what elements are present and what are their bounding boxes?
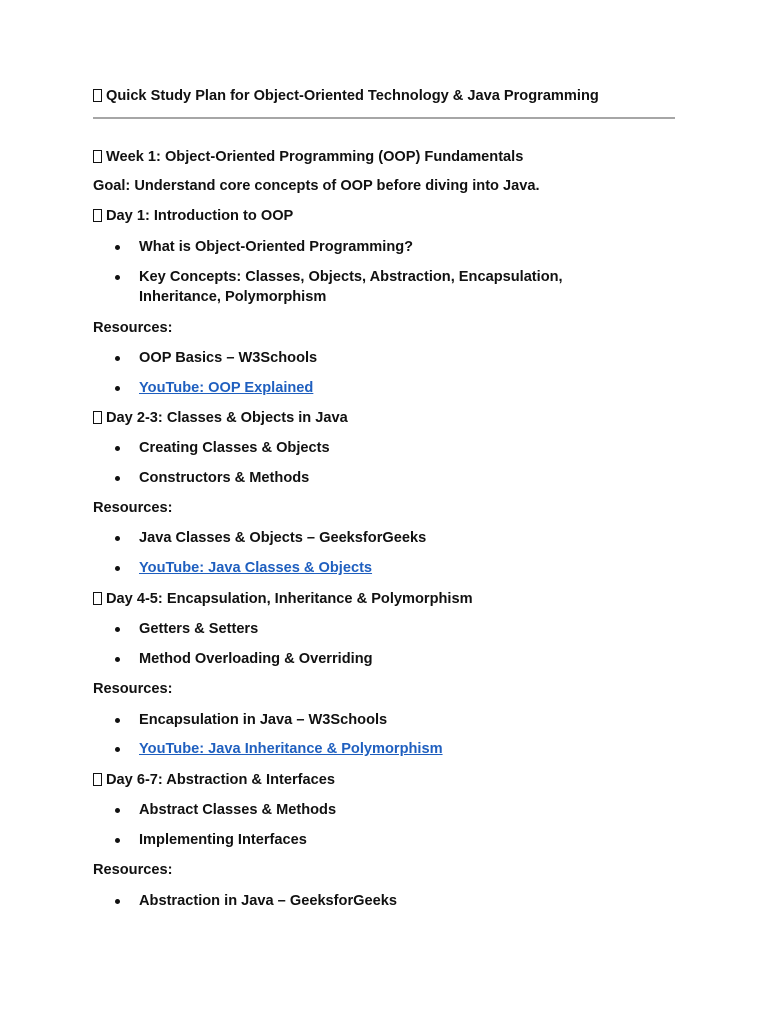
week1-heading-text: Week 1: Object-Oriented Programming (OOP) Fundamentals	[106, 149, 524, 165]
youtube-link[interactable]: YouTube: Java Classes & Objects	[139, 560, 373, 576]
resource-item: Java Classes & Objects – GeeksforGeeks	[139, 528, 619, 548]
resource-item: Abstraction in Java – GeeksforGeeks	[139, 891, 619, 911]
missing-glyph-icon	[93, 411, 102, 424]
day4-5-heading	[93, 589, 473, 609]
youtube-link[interactable]: YouTube: OOP Explained	[139, 380, 314, 396]
day2-3-heading	[93, 408, 348, 428]
day1-heading-text: Day 1: Introduction to OOP	[106, 208, 294, 224]
horizontal-rule	[93, 117, 675, 119]
week1-heading	[93, 147, 523, 167]
resource-link-item	[139, 558, 619, 578]
list-item: Key Concepts: Classes, Objects, Abstraction, Encapsulation, Inheritance, Polymorphism	[139, 267, 619, 307]
resource-item: Encapsulation in Java – W3Schools	[139, 710, 619, 730]
document-title	[93, 86, 599, 106]
list-item: Constructors & Methods	[139, 468, 619, 488]
missing-glyph-icon	[93, 89, 102, 102]
missing-glyph-icon	[93, 150, 102, 163]
week1-goal: Goal: Understand core concepts of OOP before diving into Java.	[93, 178, 540, 194]
list-item: Creating Classes & Objects	[139, 438, 619, 458]
youtube-link[interactable]: YouTube: Java Inheritance & Polymorphism	[139, 741, 443, 757]
day6-7-heading	[93, 770, 335, 790]
list-item: What is Object-Oriented Programming?	[139, 237, 619, 257]
day6-7-resources-label: Resources:	[93, 862, 173, 878]
list-item: Method Overloading & Overriding	[139, 649, 619, 669]
day4-5-heading-text: Day 4-5: Encapsulation, Inheritance & Polymorphism	[106, 591, 473, 607]
day2-3-resources-label: Resources:	[93, 500, 173, 516]
day1-resources-label: Resources:	[93, 320, 173, 336]
missing-glyph-icon	[93, 592, 102, 605]
day2-3-heading-text: Day 2-3: Classes & Objects in Java	[106, 410, 348, 426]
list-item: Getters & Setters	[139, 619, 619, 639]
day4-5-resources-label: Resources:	[93, 681, 173, 697]
missing-glyph-icon	[93, 209, 102, 222]
list-item: Abstract Classes & Methods	[139, 800, 619, 820]
document-title-text: Quick Study Plan for Object-Oriented Technology & Java Programming	[106, 88, 599, 104]
day6-7-heading-text: Day 6-7: Abstraction & Interfaces	[106, 772, 335, 788]
resource-item: OOP Basics – W3Schools	[139, 348, 619, 368]
list-item: Implementing Interfaces	[139, 830, 619, 850]
resource-link-item	[139, 378, 619, 398]
day1-heading	[93, 206, 293, 226]
missing-glyph-icon	[93, 773, 102, 786]
resource-link-item	[139, 739, 619, 759]
